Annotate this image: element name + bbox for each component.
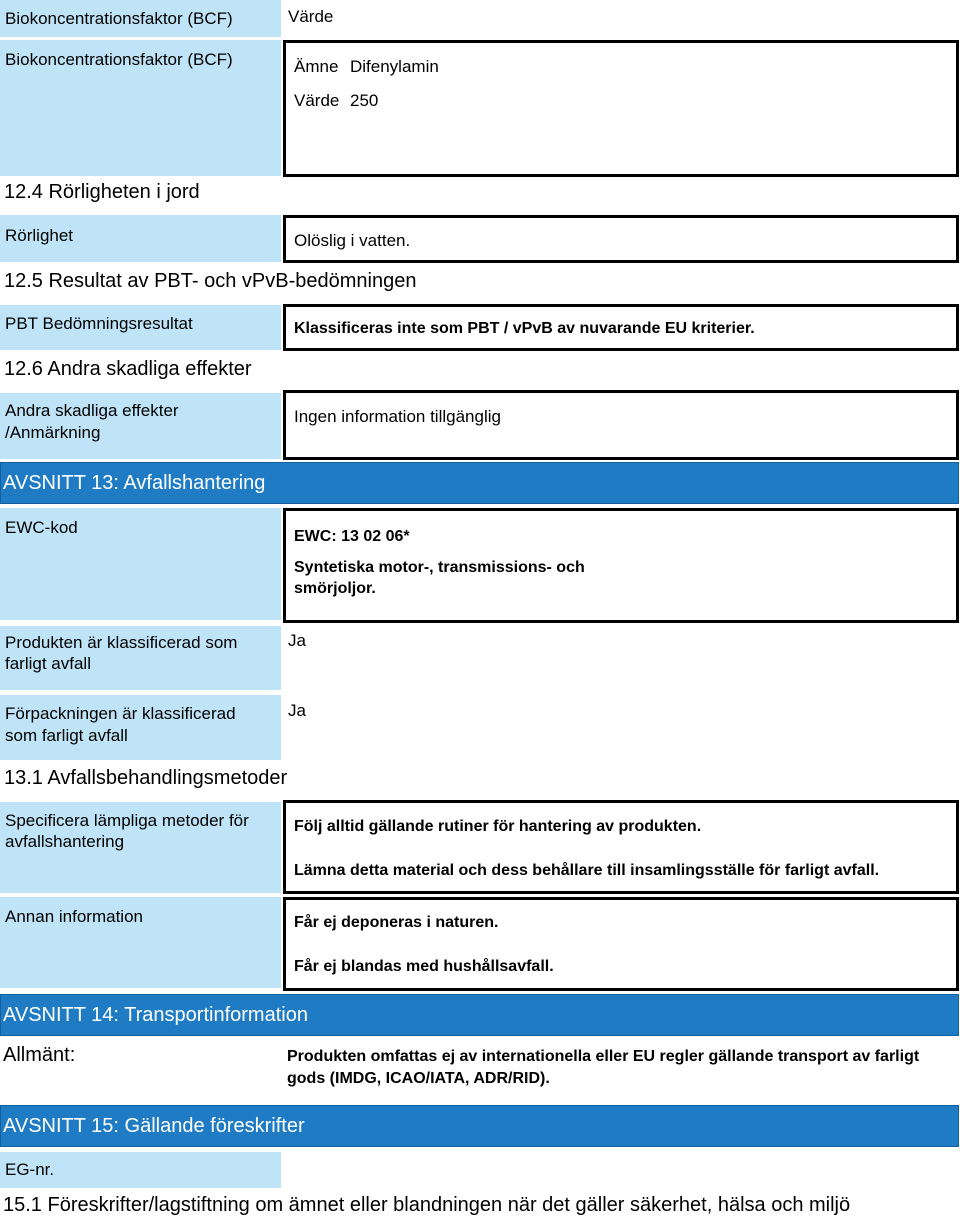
heading-12-4: 12.4 Rörligheten i jord bbox=[4, 181, 200, 203]
section-13-bar: AVSNITT 13: Avfallshantering bbox=[0, 462, 959, 504]
section-14-bar: AVSNITT 14: Transportinformation bbox=[0, 994, 959, 1036]
other-effects-value-box bbox=[283, 390, 959, 460]
hazardous-packaging-value: Ja bbox=[288, 701, 306, 720]
pbt-value-box bbox=[283, 304, 959, 351]
hazardous-product-label: Produkten är klassificerad som farligt avfall bbox=[0, 626, 281, 690]
other-info-line: Får ej blandas med hushållsavfall. bbox=[294, 958, 554, 975]
hazardous-packaging-label: Förpackningen är klassificerad som farligt avfall bbox=[0, 695, 281, 760]
other-info-value-box bbox=[283, 897, 959, 991]
ewc-description: Syntetiska motor-, transmissions- och smörjoljor. bbox=[294, 559, 585, 597]
mobility-value: Olöslig i vatten. bbox=[294, 231, 411, 250]
bcf-value: 250 bbox=[350, 91, 379, 110]
hazardous-product-value: Ja bbox=[288, 631, 306, 650]
pbt-label: PBT Bedömningsresultat bbox=[0, 305, 281, 350]
mobility-value-box bbox=[283, 215, 959, 263]
general-label: Allmänt: bbox=[3, 1044, 76, 1066]
heading-15-1: 15.1 Föreskrifter/lagstiftning om ämnet eller blandningen när det gäller säkerhet, hälsa och miljö bbox=[3, 1194, 851, 1216]
ewc-label: EWC-kod bbox=[0, 508, 281, 620]
general-value: Produkten omfattas ej av internationella eller EU regler gällande transport av farligt gods (IMDG, ICAO/IATA, ADR/RID). bbox=[287, 1048, 920, 1087]
heading-12-6: 12.6 Andra skadliga effekter bbox=[4, 358, 252, 380]
section-15-bar: AVSNITT 15: Gällande föreskrifter bbox=[0, 1105, 959, 1147]
bcf-substance-label: Ämne bbox=[294, 57, 339, 76]
methods-value-box bbox=[283, 800, 959, 894]
methods-line: Lämna detta material och dess behållare till insamlingsställe för farligt avfall. bbox=[294, 862, 880, 879]
heading-12-5: 12.5 Resultat av PBT- och vPvB-bedömningen bbox=[4, 270, 417, 292]
bcf-substance-value: Difenylamin bbox=[350, 57, 439, 76]
methods-label: Specificera lämpliga metoder för avfallshantering bbox=[0, 802, 281, 893]
other-effects-value: Ingen information tillgänglig bbox=[294, 407, 501, 426]
other-info-label: Annan information bbox=[0, 897, 281, 988]
bcf-value-row bbox=[294, 90, 378, 111]
bcf-value-box bbox=[283, 40, 959, 177]
bcf-header-label: Biokoncentrationsfaktor (BCF) bbox=[0, 0, 281, 37]
bcf-substance-row bbox=[294, 56, 439, 77]
pbt-value: Klassificeras inte som PBT / vPvB av nuvarande EU kriterier. bbox=[294, 320, 755, 337]
ewc-value-box bbox=[283, 508, 959, 623]
bcf-value-label: Värde bbox=[294, 91, 340, 110]
mobility-label: Rörlighet bbox=[0, 215, 281, 262]
methods-line: Följ alltid gällande rutiner för hantering av produkten. bbox=[294, 818, 702, 835]
bcf-label: Biokoncentrationsfaktor (BCF) bbox=[0, 40, 281, 176]
heading-13-1: 13.1 Avfallsbehandlingsmetoder bbox=[4, 767, 288, 789]
other-effects-label: Andra skadliga effekter /Anmärkning bbox=[0, 393, 281, 459]
ewc-code: EWC: 13 02 06* bbox=[294, 528, 410, 545]
ec-number-label: EG-nr. bbox=[0, 1152, 281, 1188]
other-info-line: Får ej deponeras i naturen. bbox=[294, 914, 499, 931]
bcf-header-value-label: Värde bbox=[288, 7, 334, 26]
